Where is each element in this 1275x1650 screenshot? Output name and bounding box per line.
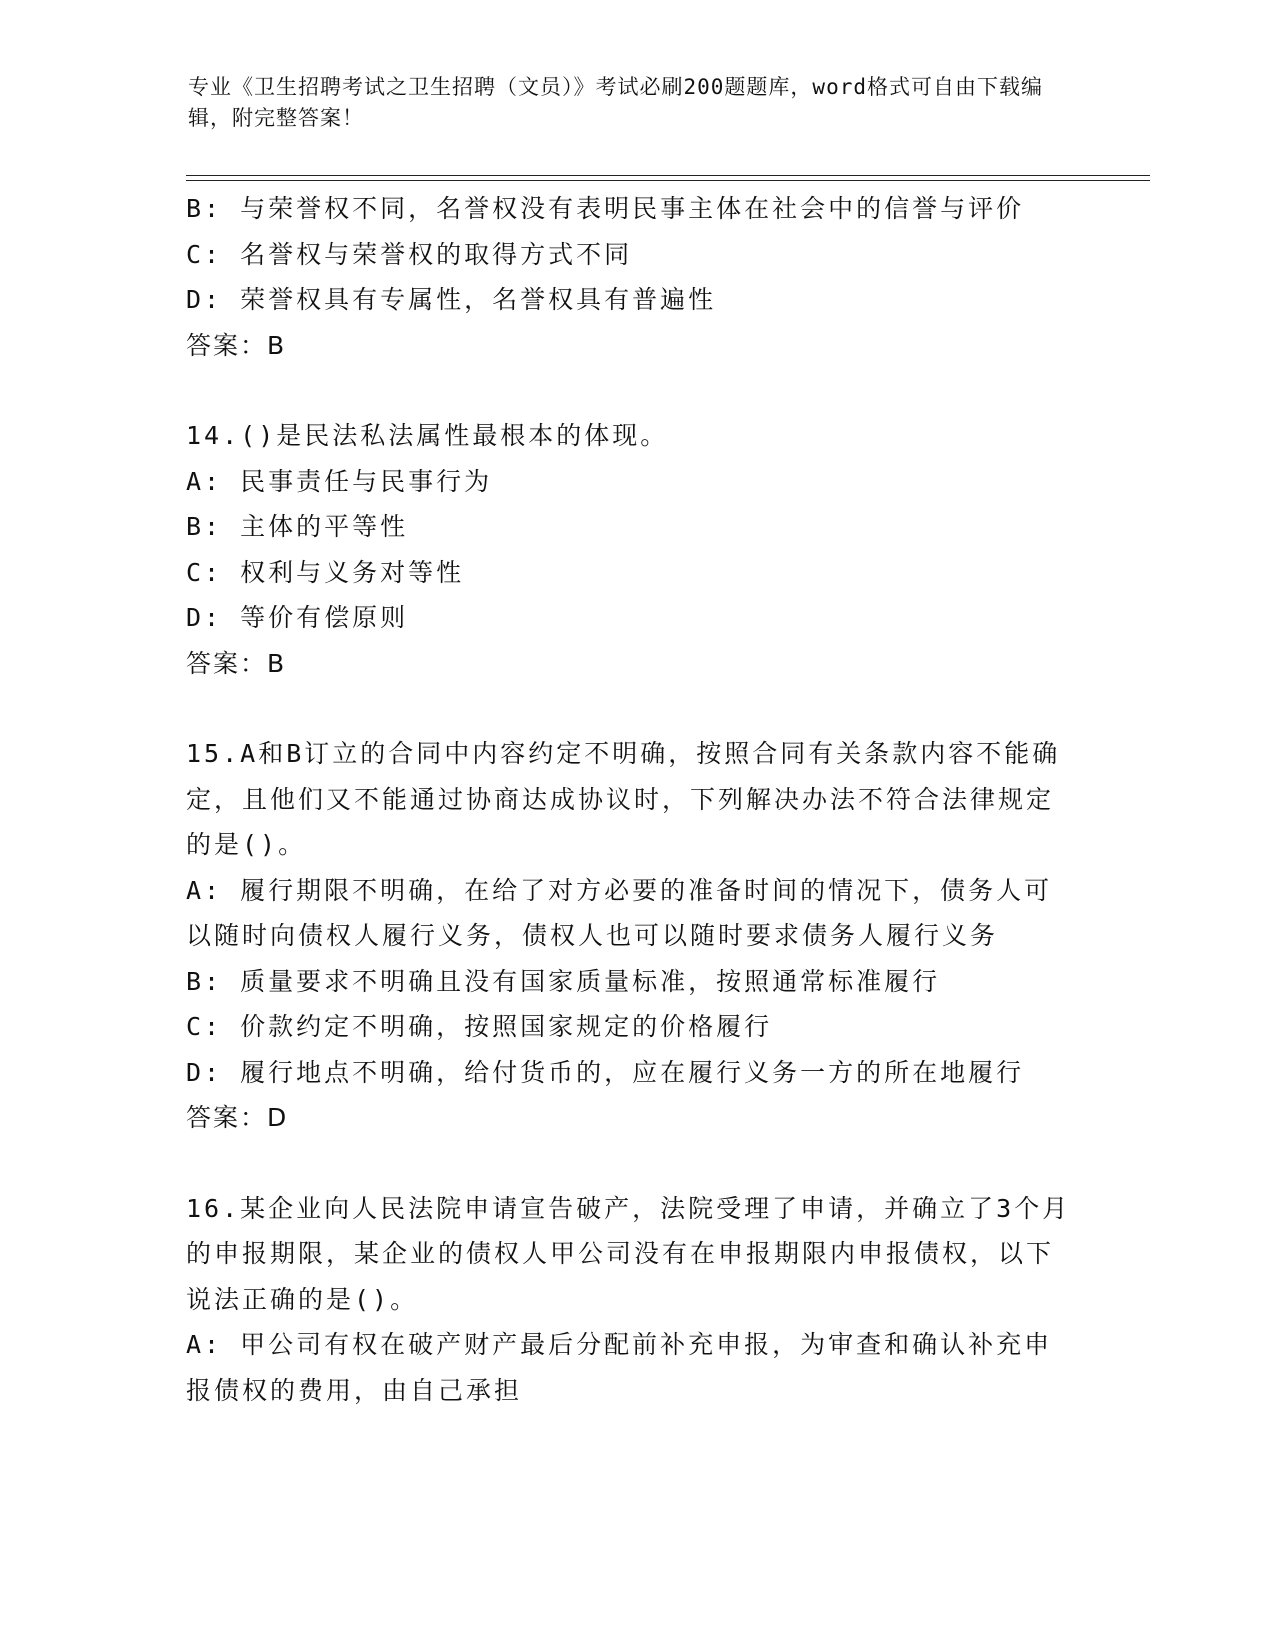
option-d: D: 荣誉权具有专属性，名誉权具有普遍性 <box>186 285 717 314</box>
option-b: B: 主体的平等性 <box>186 512 409 541</box>
option-b: B: 与荣誉权不同，名誉权没有表明民事主体在社会中的信誉与评价 <box>186 194 1025 223</box>
question-list <box>186 186 1076 1413</box>
question-stem: 16.某企业向人民法院申请宣告破产，法院受理了申请，并确立了3个月的申报期限，某企业的债权人甲公司没有在申报期限内申报债权，以下说法正确的是()。 <box>186 1193 1071 1314</box>
question-15 <box>186 731 1076 1141</box>
option-c: C: 名誉权与荣誉权的取得方式不同 <box>186 239 633 269</box>
option-a: A: 民事责任与民事行为 <box>186 466 493 496</box>
option-c: C: 权利与义务对等性 <box>186 557 465 587</box>
question-13-tail <box>186 186 1076 368</box>
option-d: D: 履行地点不明确，给付货币的，应在履行义务一方的所在地履行 <box>186 1057 1025 1087</box>
option-d: D: 等价有偿原则 <box>186 603 409 632</box>
question-14 <box>186 413 1076 686</box>
question-stem: 15.A和B订立的合同中内容约定不明确，按照合同有关条款内容不能确定，且他们又不能通过协商达成协议时，下列解决办法不符合法律规定的是()。 <box>186 739 1061 859</box>
header-divider <box>186 175 1150 181</box>
option-c: C: 价款约定不明确，按照国家规定的价格履行 <box>186 1012 773 1041</box>
option-a: A: 履行期限不明确，在给了对方必要的准备时间的情况下，债务人可以随时向债权人履行义务，债权人也可以随时要求债务人履行义务 <box>186 875 1053 950</box>
page-header <box>188 72 1068 134</box>
question-16 <box>186 1186 1076 1414</box>
answer: 答案：B <box>186 330 287 360</box>
option-a: A: 甲公司有权在破产财产最后分配前补充申报，为审查和确认补充申报债权的费用，由自己承担 <box>186 1330 1053 1405</box>
answer: 答案：B <box>186 648 287 678</box>
question-stem: 14.()是民法私法属性最根本的体现。 <box>186 421 669 450</box>
option-b: B: 质量要求不明确且没有国家质量标准，按照通常标准履行 <box>186 966 941 996</box>
header-text: 专业《卫生招聘考试之卫生招聘（文员）》考试必刷200题题库，word格式可自由下载编辑，附完整答案！ <box>188 75 1043 130</box>
answer: 答案：D <box>186 1103 289 1132</box>
